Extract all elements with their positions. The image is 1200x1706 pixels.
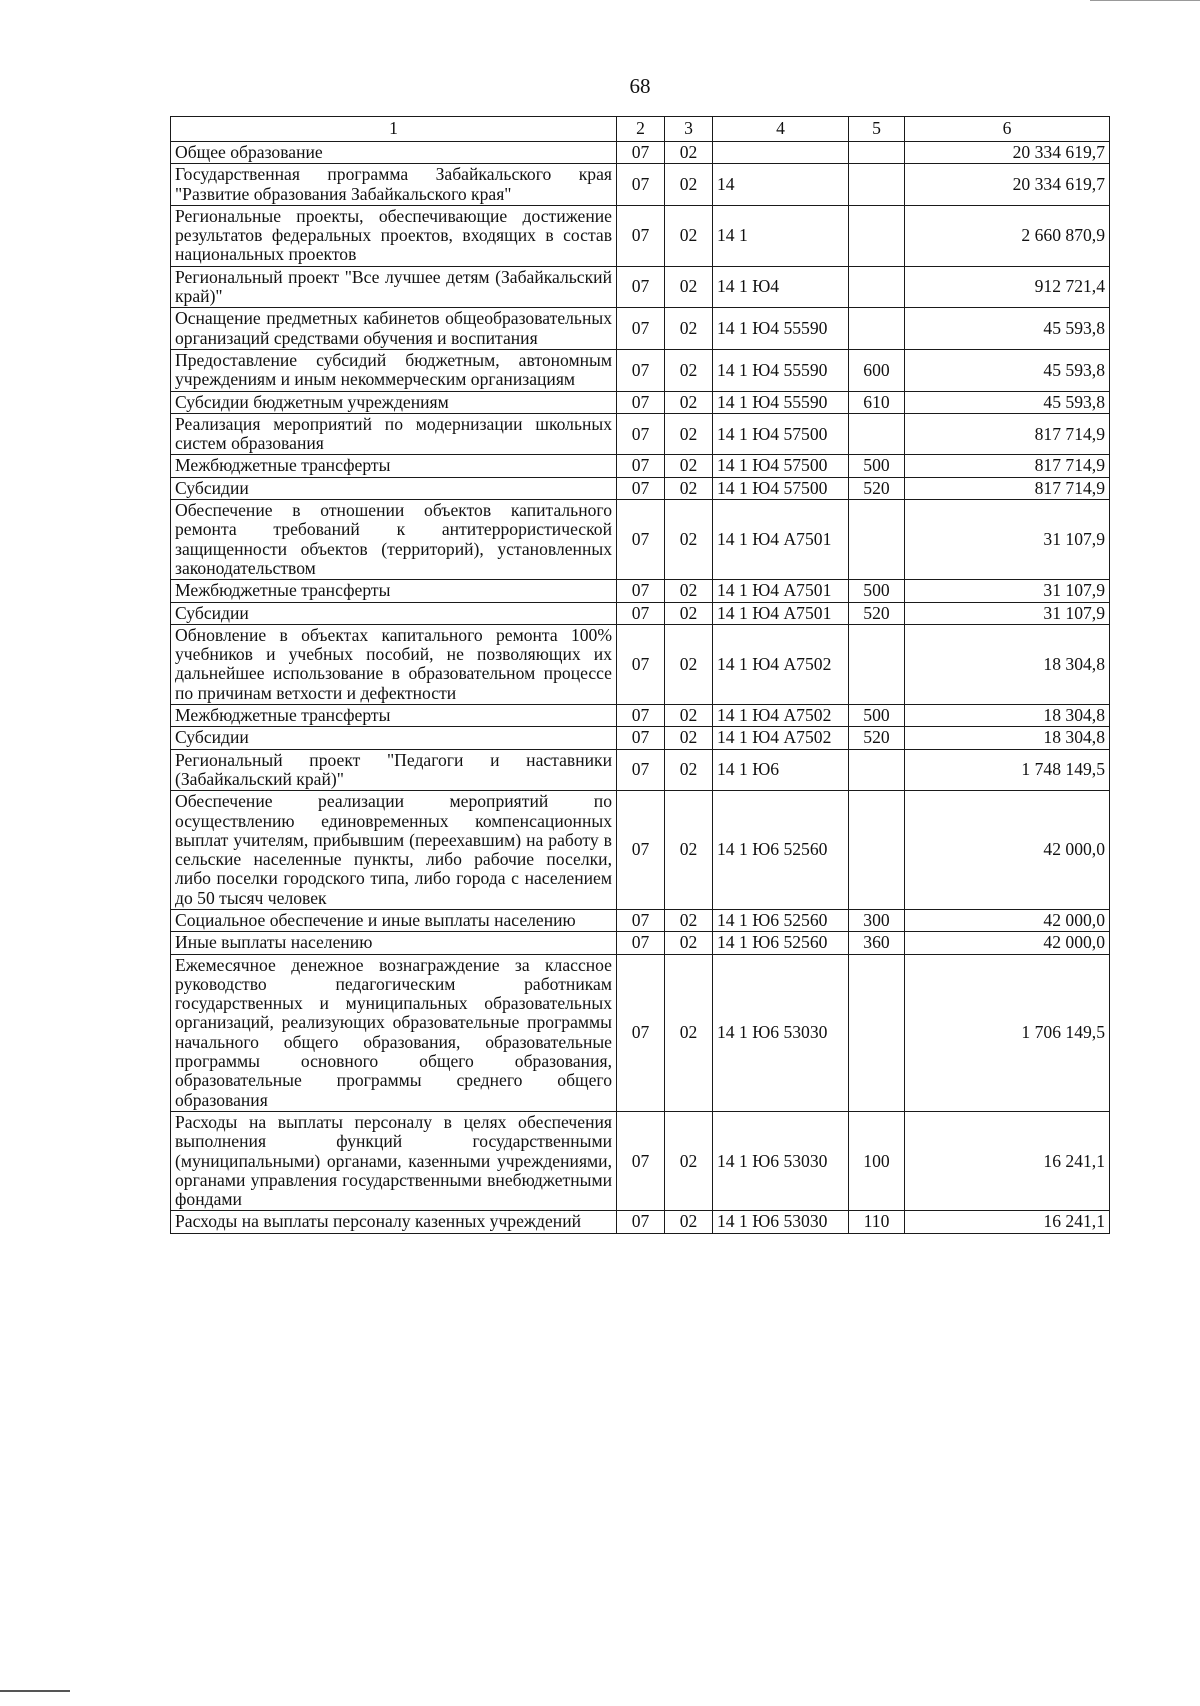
row-subsection: 02	[665, 142, 713, 164]
row-name: Межбюджетные трансферты	[171, 580, 617, 602]
row-target-code: 14 1 Ю4 55590	[713, 308, 849, 350]
row-name: Обновление в объектах капитального ремонта 100% учебников и учебных пособий, не позволяющих их дальнейшее использование в образовательном процессе по причинам ветхости и дефектности	[171, 624, 617, 704]
row-section: 07	[617, 727, 665, 749]
row-target-code: 14 1 Ю4	[713, 266, 849, 308]
row-expense-type	[849, 500, 905, 580]
row-subsection: 02	[665, 477, 713, 499]
row-subsection: 02	[665, 500, 713, 580]
row-name: Региональный проект "Все лучшее детям (Забайкальский край)"	[171, 266, 617, 308]
row-target-code: 14	[713, 164, 849, 206]
table-header	[171, 117, 1110, 142]
row-expense-type	[849, 308, 905, 350]
row-name: Реализация мероприятий по модернизации школьных систем образования	[171, 413, 617, 455]
row-expense-type	[849, 266, 905, 308]
row-expense-type: 610	[849, 391, 905, 413]
row-amount: 1 748 149,5	[905, 749, 1110, 791]
row-subsection: 02	[665, 624, 713, 704]
table-row	[171, 909, 1110, 931]
row-amount: 18 304,8	[905, 624, 1110, 704]
row-name: Оснащение предметных кабинетов общеобразовательных организаций средствами обучения и воспитания	[171, 308, 617, 350]
row-amount: 817 714,9	[905, 413, 1110, 455]
row-amount: 18 304,8	[905, 727, 1110, 749]
row-amount: 817 714,9	[905, 477, 1110, 499]
row-expense-type	[849, 413, 905, 455]
row-name: Субсидии	[171, 602, 617, 624]
row-subsection: 02	[665, 705, 713, 727]
row-amount: 45 593,8	[905, 308, 1110, 350]
row-target-code: 14 1 Ю4 57500	[713, 455, 849, 477]
row-section: 07	[617, 1211, 665, 1233]
row-target-code: 14 1 Ю4 57500	[713, 413, 849, 455]
table-row	[171, 624, 1110, 704]
row-expense-type: 500	[849, 705, 905, 727]
row-name: Общее образование	[171, 142, 617, 164]
row-amount: 20 334 619,7	[905, 142, 1110, 164]
row-amount: 31 107,9	[905, 580, 1110, 602]
table-row	[171, 164, 1110, 206]
row-amount: 1 706 149,5	[905, 954, 1110, 1111]
header-col-1: 1	[171, 117, 617, 142]
row-target-code: 14 1 Ю4 57500	[713, 477, 849, 499]
row-amount: 16 241,1	[905, 1111, 1110, 1210]
row-subsection: 02	[665, 413, 713, 455]
table-row	[171, 455, 1110, 477]
row-expense-type	[849, 624, 905, 704]
row-target-code: 14 1 Ю6 52560	[713, 932, 849, 954]
budget-table	[170, 116, 1110, 1234]
row-subsection: 02	[665, 266, 713, 308]
row-subsection: 02	[665, 455, 713, 477]
row-name: Межбюджетные трансферты	[171, 705, 617, 727]
row-section: 07	[617, 624, 665, 704]
header-col-5: 5	[849, 117, 905, 142]
row-section: 07	[617, 749, 665, 791]
row-amount: 45 593,8	[905, 391, 1110, 413]
row-target-code: 14 1 Ю6 52560	[713, 909, 849, 931]
scan-edge-mark-bottom	[0, 1690, 70, 1692]
row-expense-type: 500	[849, 580, 905, 602]
table-row	[171, 500, 1110, 580]
row-amount: 16 241,1	[905, 1211, 1110, 1233]
table-row	[171, 705, 1110, 727]
header-col-6: 6	[905, 117, 1110, 142]
row-name: Предоставление субсидий бюджетным, автономным учреждениям и иным некоммерческим организациям	[171, 349, 617, 391]
row-section: 07	[617, 1111, 665, 1210]
row-target-code: 14 1 Ю4 А7502	[713, 727, 849, 749]
row-amount: 18 304,8	[905, 705, 1110, 727]
row-expense-type	[849, 205, 905, 266]
row-target-code: 14 1 Ю4 55590	[713, 391, 849, 413]
row-subsection: 02	[665, 602, 713, 624]
row-section: 07	[617, 205, 665, 266]
table-row	[171, 413, 1110, 455]
row-amount: 20 334 619,7	[905, 164, 1110, 206]
row-expense-type: 520	[849, 727, 905, 749]
row-subsection: 02	[665, 391, 713, 413]
table-row	[171, 205, 1110, 266]
row-section: 07	[617, 308, 665, 350]
row-section: 07	[617, 500, 665, 580]
row-subsection: 02	[665, 349, 713, 391]
row-name: Субсидии	[171, 727, 617, 749]
row-expense-type	[849, 142, 905, 164]
table-row	[171, 749, 1110, 791]
row-target-code: 14 1 Ю4 А7501	[713, 602, 849, 624]
row-amount: 42 000,0	[905, 791, 1110, 910]
row-amount: 912 721,4	[905, 266, 1110, 308]
header-col-3: 3	[665, 117, 713, 142]
row-subsection: 02	[665, 954, 713, 1111]
row-section: 07	[617, 705, 665, 727]
row-target-code: 14 1 Ю4 А7501	[713, 580, 849, 602]
row-subsection: 02	[665, 205, 713, 266]
row-subsection: 02	[665, 580, 713, 602]
table-row	[171, 477, 1110, 499]
row-section: 07	[617, 791, 665, 910]
row-amount: 2 660 870,9	[905, 205, 1110, 266]
table-row	[171, 349, 1110, 391]
row-section: 07	[617, 602, 665, 624]
row-section: 07	[617, 580, 665, 602]
row-section: 07	[617, 349, 665, 391]
scan-edge-mark	[1090, 0, 1200, 1]
row-expense-type: 520	[849, 602, 905, 624]
header-row	[171, 117, 1110, 142]
table-row	[171, 391, 1110, 413]
row-expense-type: 600	[849, 349, 905, 391]
row-name: Межбюджетные трансферты	[171, 455, 617, 477]
row-expense-type: 100	[849, 1111, 905, 1210]
row-amount: 31 107,9	[905, 602, 1110, 624]
row-name: Обеспечение в отношении объектов капитального ремонта требований к антитеррористической защищенности объектов (территорий), установленных законодательством	[171, 500, 617, 580]
row-name: Субсидии бюджетным учреждениям	[171, 391, 617, 413]
row-amount: 42 000,0	[905, 909, 1110, 931]
row-target-code: 14 1 Ю6 53030	[713, 1211, 849, 1233]
row-subsection: 02	[665, 1211, 713, 1233]
row-section: 07	[617, 477, 665, 499]
row-expense-type	[849, 791, 905, 910]
row-subsection: 02	[665, 791, 713, 910]
table-row	[171, 266, 1110, 308]
row-expense-type: 360	[849, 932, 905, 954]
row-amount: 42 000,0	[905, 932, 1110, 954]
row-expense-type: 520	[849, 477, 905, 499]
row-expense-type	[849, 954, 905, 1111]
row-target-code	[713, 142, 849, 164]
page-number: 68	[629, 74, 651, 98]
row-name: Социальное обеспечение и иные выплаты населению	[171, 909, 617, 931]
row-target-code: 14 1 Ю6 53030	[713, 1111, 849, 1210]
row-target-code: 14 1 Ю6 52560	[713, 791, 849, 910]
row-target-code: 14 1 Ю6	[713, 749, 849, 791]
row-subsection: 02	[665, 909, 713, 931]
row-target-code: 14 1 Ю4 А7501	[713, 500, 849, 580]
row-expense-type: 300	[849, 909, 905, 931]
row-subsection: 02	[665, 749, 713, 791]
row-target-code: 14 1 Ю4 55590	[713, 349, 849, 391]
row-expense-type	[849, 164, 905, 206]
row-subsection: 02	[665, 1111, 713, 1210]
row-name: Региональный проект "Педагоги и наставники (Забайкальский край)"	[171, 749, 617, 791]
row-name: Субсидии	[171, 477, 617, 499]
row-subsection: 02	[665, 727, 713, 749]
row-subsection: 02	[665, 308, 713, 350]
row-amount: 45 593,8	[905, 349, 1110, 391]
row-section: 07	[617, 954, 665, 1111]
row-section: 07	[617, 164, 665, 206]
row-name: Обеспечение реализации мероприятий по осуществлению единовременных компенсационных выплат учителям, прибывшим (переехавшим) на работу в сельские населенные пункты, либо рабочие поселки, либо поселки городского типа, либо города с населением до 50 тысяч человек	[171, 791, 617, 910]
row-target-code: 14 1	[713, 205, 849, 266]
row-name: Расходы на выплаты персоналу в целях обеспечения выполнения функций государственными (муниципальными) органами, казенными учреждениями, органами управления государственными внебюджетными фондами	[171, 1111, 617, 1210]
row-section: 07	[617, 391, 665, 413]
row-name: Ежемесячное денежное вознаграждение за классное руководство педагогическим работникам государственных и муниципальных образовательных организаций, реализующих образовательные программы начального общего образования, образовательные программы основного общего образования, образовательные программы среднего общего образования	[171, 954, 617, 1111]
row-target-code: 14 1 Ю4 А7502	[713, 624, 849, 704]
table-row	[171, 1111, 1110, 1210]
table-row	[171, 932, 1110, 954]
table-row	[171, 580, 1110, 602]
row-name: Расходы на выплаты персоналу казенных учреждений	[171, 1211, 617, 1233]
table-row	[171, 727, 1110, 749]
row-subsection: 02	[665, 932, 713, 954]
table-body	[171, 142, 1110, 1234]
row-amount: 31 107,9	[905, 500, 1110, 580]
row-amount: 817 714,9	[905, 455, 1110, 477]
table-row	[171, 1211, 1110, 1233]
row-name: Государственная программа Забайкальского края "Развитие образования Забайкальского края"	[171, 164, 617, 206]
header-col-2: 2	[617, 117, 665, 142]
table-row	[171, 954, 1110, 1111]
row-section: 07	[617, 909, 665, 931]
row-subsection: 02	[665, 164, 713, 206]
table-row	[171, 308, 1110, 350]
table-row	[171, 602, 1110, 624]
row-target-code: 14 1 Ю6 53030	[713, 954, 849, 1111]
row-expense-type: 110	[849, 1211, 905, 1233]
row-section: 07	[617, 413, 665, 455]
row-expense-type: 500	[849, 455, 905, 477]
row-name: Региональные проекты, обеспечивающие достижение результатов федеральных проектов, входящих в состав национальных проектов	[171, 205, 617, 266]
row-section: 07	[617, 266, 665, 308]
table-row	[171, 142, 1110, 164]
header-col-4: 4	[713, 117, 849, 142]
row-expense-type	[849, 749, 905, 791]
row-section: 07	[617, 142, 665, 164]
row-name: Иные выплаты населению	[171, 932, 617, 954]
row-target-code: 14 1 Ю4 А7502	[713, 705, 849, 727]
table-row	[171, 791, 1110, 910]
row-section: 07	[617, 932, 665, 954]
row-section: 07	[617, 455, 665, 477]
